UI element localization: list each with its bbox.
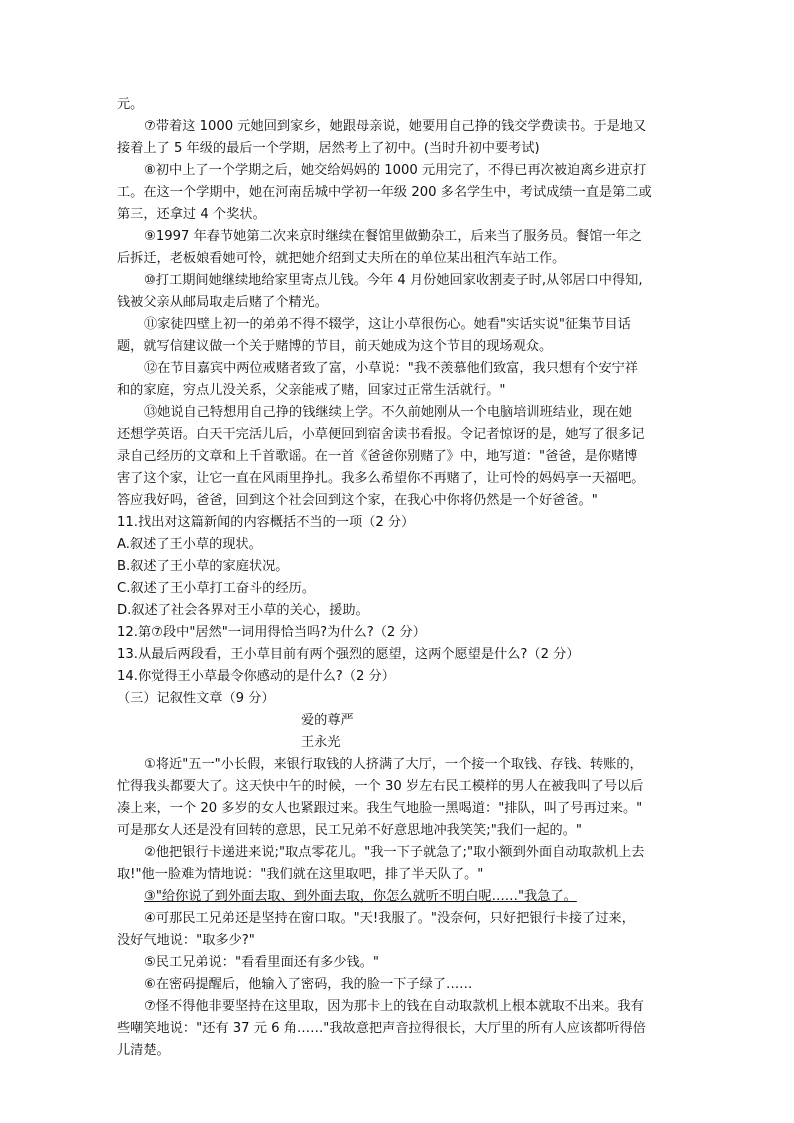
text-line: 些嘲笑地说："还有 37 元 6 角……"我故意把声音拉得很长，大厅里的所有人应该都听得倍 xyxy=(117,1021,646,1036)
text-line: 元。 xyxy=(117,97,144,112)
option-line: A.叙述了王小草的现状。 xyxy=(117,537,262,552)
underlined-sentence: ③"给你说了到外面去取、到外面去取，你怎么就听不明白呢……"我急了。 xyxy=(144,889,577,904)
question-line: 13.从最后两段看，王小草目前有两个强烈的愿望，这两个愿望是什么?（2 分） xyxy=(117,647,580,662)
text-line: ⑨1997 年春节她第二次来京时继续在餐馆里做勤杂工，后来当了服务员。餐馆一年之 xyxy=(144,229,642,244)
text-line: 凑上来，一个 20 多岁的女人也紧跟过来。我生气地脸一黑喝道："排队，叫了号再过来。" xyxy=(117,801,643,816)
text-line: 录自己经历的文章和上千首歌谣。在一首《爸爸你别赌了》中，地写道："爸爸，是你赌博 xyxy=(117,449,638,464)
article-title: 爱的尊严 xyxy=(301,713,354,728)
text-line: 取!"他一脸难为情地说："我们就在这里取吧，排了半天队了。" xyxy=(117,867,484,882)
question-line: 12.第⑦段中"居然"一词用得恰当吗?为什么?（2 分） xyxy=(117,625,426,640)
text-line: 后拆迁，老板娘看她可怜，就把她介绍到丈夫所在的单位某出租汽车站工作。 xyxy=(117,251,566,266)
text-line: 题，就写信建议做一个关于赌博的节目，前天她成为这个节目的现场观众。 xyxy=(117,339,553,354)
text-line: 钱被父亲从邮局取走后赌了个精光。 xyxy=(117,295,328,310)
text-line: 答应我好吗，爸爸，回到这个社会回到这个家，在我心中你将仍然是一个好爸爸。" xyxy=(117,493,598,508)
text-line: 接着上了 5 年级的最后一个学期，居然考上了初中。(当时升初中要考试) xyxy=(117,141,540,156)
text-line: 害了这个家，让它一直在风雨里挣扎。我多么希望你不再赌了，让可怜的妈妈享一天福吧。 xyxy=(117,471,645,486)
text-line: ②他把银行卡递进来说;"取点零花儿。"我一下子就急了;"取小额到外面自动取款机上去 xyxy=(144,845,645,860)
question-line: 11.找出对这篇新闻的内容概括不当的一项（2 分） xyxy=(117,515,415,530)
text-line: ⑥在密码提醒后，他输入了密码，我的脸一下子绿了…… xyxy=(144,977,473,992)
option-line: B.叙述了王小草的家庭状况。 xyxy=(117,559,289,574)
text-line: ⑦带着这 1000 元她回到家乡，她跟母亲说，她要用自己挣的钱交学费读书。于是地又 xyxy=(144,119,647,134)
text-line: ⑦怪不得他非要坚持在这里取，因为那卡上的钱在自动取款机上根本就取不出来。我有 xyxy=(144,999,644,1014)
text-line: ①将近"五一"小长假，来银行取钱的人挤满了大厅，一个接一个取钱、存钱、转账的， xyxy=(144,757,643,772)
text-line: ⑫在节目嘉宾中两位戒赌者致了富，小草说："我不羡慕他们致富，我只想有个安宁祥 xyxy=(144,361,638,376)
text-line: ⑧初中上了一个学期之后，她交给妈妈的 1000 元用完了，不得已再次被迫离乡进京打 xyxy=(144,163,647,178)
text-line: 没好气地说："取多少?" xyxy=(117,933,255,948)
section-heading: （三）记叙性文章（9 分） xyxy=(117,691,275,706)
text-line: 第三，还拿过 4 个奖状。 xyxy=(117,207,266,222)
text-line: 可是那女人还是没有回转的意思，民工兄弟不好意思地冲我笑笑;"我们一起的。" xyxy=(117,823,582,838)
text-line: 儿清楚。 xyxy=(117,1043,170,1058)
text-line: ⑬她说自己特想用自己挣的钱继续上学。不久前她刚从一个电脑培训班结业，现在她 xyxy=(144,405,632,420)
text-line: 工。在这一个学期中，她在河南岳城中学初一年级 200 多名学生中，考试成绩一直是第二或 xyxy=(117,185,652,200)
text-line: 和的家庭，穷点儿没关系，父亲能戒了赌，回家过正常生活就行。" xyxy=(117,383,506,398)
option-line: D.叙述了社会各界对王小草的关心，援助。 xyxy=(117,603,369,618)
option-line: C.叙述了王小草打工奋斗的经历。 xyxy=(117,581,316,596)
article-author: 王永光 xyxy=(301,735,341,750)
question-line: 14.你觉得王小草最令你感动的是什么?（2 分） xyxy=(117,669,395,684)
text-line: ⑤民工兄弟说："看看里面还有多少钱。" xyxy=(144,955,379,970)
text-line: 还想学英语。白天干完活儿后，小草便回到宿舍读书看报。令记者惊讶的是，她写了很多记 xyxy=(117,427,645,442)
text-line: ④可那民工兄弟还是坚持在窗口取。"天!我服了。"没奈何，只好把银行卡接了过来， xyxy=(144,911,635,926)
text-line: 忙得我头都要大了。这天快中午的时候，一个 30 岁左右民工模样的男人在被我叫了号以后 xyxy=(117,779,644,794)
text-line: ⑩打工期间她继续地给家里寄点儿钱。今年 4 月份她回家收割麦子时,从邻居口中得知, xyxy=(144,273,643,288)
text-line: ⑪家徒四壁上初一的弟弟不得不辍学，这让小草很伤心。她看"实话实说"征集节目话 xyxy=(144,317,631,332)
